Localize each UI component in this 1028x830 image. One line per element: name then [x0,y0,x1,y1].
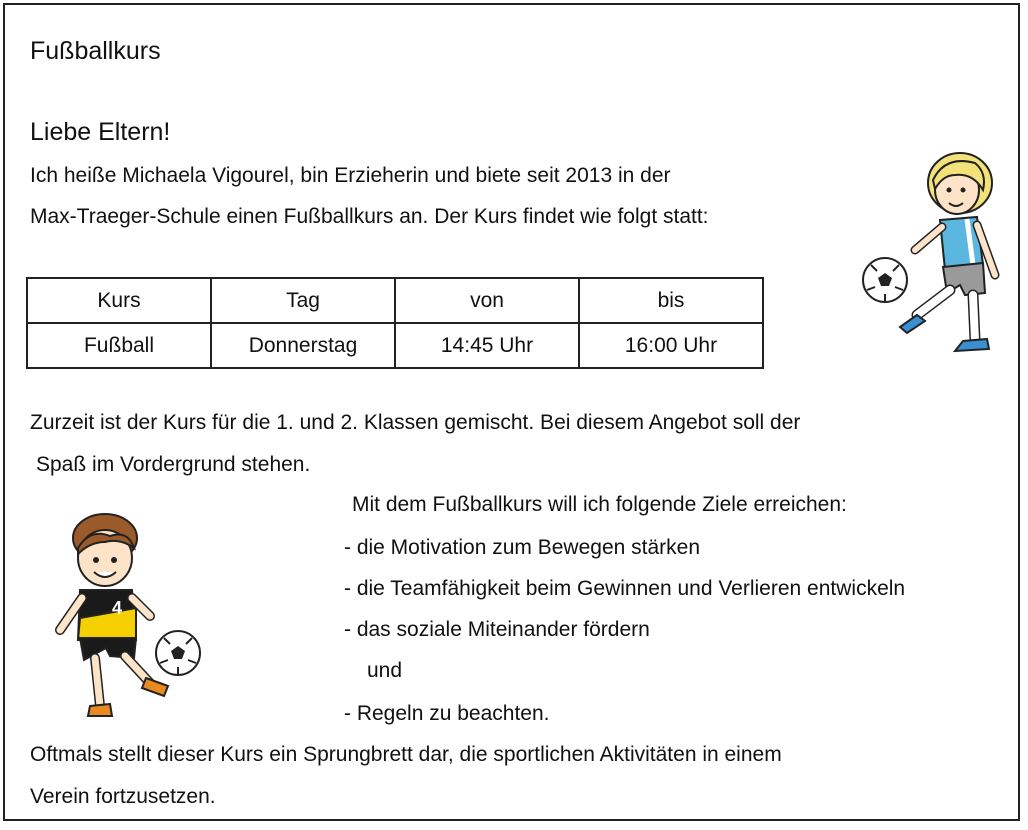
cell-kurs: Fußball [27,323,211,368]
girl-kicking-ball-icon [855,145,1005,360]
table-header-row [27,278,763,323]
outro-line-2: Verein fortzusetzen. [30,785,216,808]
goal-item: - die Motivation zum Bewegen stärken [344,536,701,559]
goals-intro: Mit dem Fußballkurs will ich folgende Ziele erreichen: [352,493,847,516]
intro-line-1: Ich heiße Michaela Vigourel, bin Erzieherin und biete seit 2013 in der [30,164,671,187]
page-title: Fußballkurs [30,37,161,65]
table-row [27,323,763,368]
header-kurs: Kurs [27,278,211,323]
goal-item: - die Teamfähigkeit beim Gewinnen und Verlieren entwickeln [344,577,906,600]
cell-bis: 16:00 Uhr [579,323,763,368]
svg-text:4: 4 [112,598,123,618]
greeting: Liebe Eltern! [30,118,171,146]
goal-item-last: - Regeln zu beachten. [344,702,550,725]
header-von: von [395,278,579,323]
paragraph-line-2: Spaß im Vordergrund stehen. [36,453,311,476]
goal-connector: und [367,659,403,682]
goal-item: - das soziale Miteinander fördern [344,618,650,641]
schedule-table [26,277,764,369]
outro-line-1: Oftmals stellt dieser Kurs ein Sprungbrett dar, die sportlichen Aktivitäten in einem [30,743,782,766]
intro-line-2: Max-Traeger-Schule einen Fußballkurs an. Der Kurs findet wie folgt statt: [30,205,709,228]
paragraph-line-1: Zurzeit ist der Kurs für die 1. und 2. Klassen gemischt. Bei diesem Angebot soll der [30,411,801,434]
cell-tag: Donnerstag [211,323,395,368]
header-tag: Tag [211,278,395,323]
header-bis: bis [579,278,763,323]
cell-von: 14:45 Uhr [395,323,579,368]
boy-kicking-ball-icon [50,508,210,723]
